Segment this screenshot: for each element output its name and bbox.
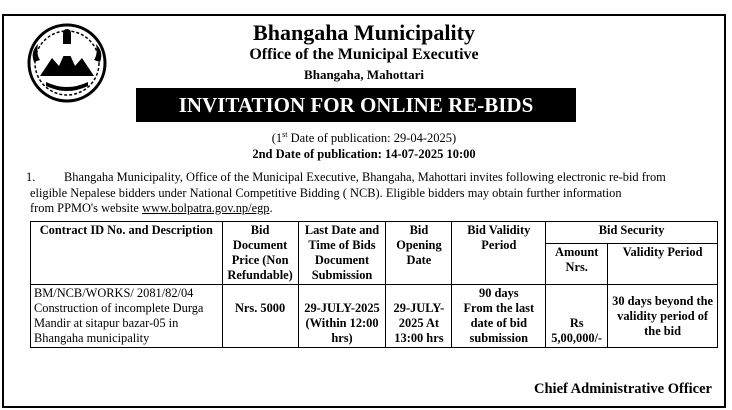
cell-validity <box>452 285 546 348</box>
header-amount: Amount Nrs. <box>546 244 608 285</box>
header-security-validity: Validity Period <box>608 244 718 285</box>
cell-last-date: 29-JULY-2025 (Within 12:00 hrs) <box>298 285 386 348</box>
contract-description: Construction of incomplete Durga Mandir at sitapur bazar-05 in Bhangaha municipality <box>34 301 204 345</box>
notice-line-2: eligible Nepalese bidders under National Competitive Bidding ( NCB). Eligible bidders may obtain further information <box>30 185 622 200</box>
table-header-row <box>31 222 718 244</box>
cell-price: Nrs. 5000 <box>222 285 298 348</box>
table-row <box>31 285 718 348</box>
office-location: Bhangaha, Mahottari <box>304 67 424 82</box>
cell-security-validity: 30 days beyond the validity period of the bid <box>608 285 718 348</box>
second-publication-date: 2nd Date of publication: 14-07-2025 10:00 <box>252 147 476 161</box>
signatory-title: Chief Administrative Officer <box>534 381 712 397</box>
validity-days: 90 days <box>479 286 519 300</box>
notice-frame <box>2 14 726 408</box>
municipality-name: Bhangaha Municipality <box>253 20 475 45</box>
validity-note: From the last date of bid submission <box>463 301 535 345</box>
cell-amount: Rs 5,00,000/- <box>546 285 608 348</box>
header-opening: Bid Opening Date <box>386 222 452 285</box>
notice-line-3: from PPMO's website www.bolpatra.gov.np/egp. <box>30 201 273 215</box>
notice-line-1: Bhangaha Municipality, Office of the Municipal Executive, Bhangaha, Mahottari invites following electronic re-bid from <box>64 170 666 184</box>
header-price: Bid Document Price (Non Refundable) <box>222 222 298 285</box>
cell-contract <box>31 285 223 348</box>
bid-table <box>30 221 718 348</box>
first-publication-date: (1st Date of publication: 29-04-2025) <box>271 130 457 146</box>
cell-opening: 29-JULY-2025 At 13:00 hrs <box>386 285 452 348</box>
paragraph-number: 1. <box>26 170 36 184</box>
contract-id: BM/NCB/WORKS/ 2081/82/04 <box>34 286 194 300</box>
ppmo-website-link[interactable]: www.bolpatra.gov.np/egp <box>142 201 270 215</box>
header-security: Bid Security <box>546 222 718 244</box>
office-name: Office of the Municipal Executive <box>249 46 479 63</box>
header-last-date: Last Date and Time of Bids Document Submission <box>298 222 386 285</box>
notice-title-banner: INVITATION FOR ONLINE RE-BIDS <box>136 88 576 122</box>
notice-paragraph <box>26 170 718 217</box>
header-contract: Contract ID No. and Description <box>31 222 223 285</box>
header-validity: Bid Validity Period <box>452 222 546 285</box>
